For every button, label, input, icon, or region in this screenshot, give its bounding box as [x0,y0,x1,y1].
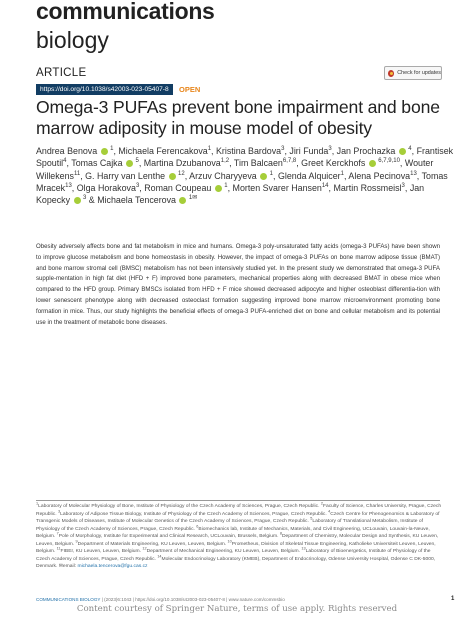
orcid-icon[interactable] [179,197,186,204]
author-name: Jan Prochazka [336,146,396,156]
affiliation-mark: 6 [196,523,199,528]
affiliation-text: Pole of Morphology, Institute for Experimental and Clinical Research, UCLouvain, Brussels, Belgium. [58,534,280,539]
author[interactable] [144,158,229,168]
orcid-icon[interactable] [126,160,133,167]
abstract: Obesity adversely affects bone and fat metabolism in mice and humans. Omega-3 poly-unsaturated fatty acids (omega-3 PUFAs) have been shown to improve glucose metabolism and bone homeostasis in obesity. However, the impact of omega-3 PUFAs on bone marrow adipose tissue (BMAT) and bone marrow stromal cell (BMSC) metabolism has not been intensively studied yet. In the present study we demonstrated that omega-3 PUFA supple-mentation in high fat diet (HFD + F) improved bone parameters, mechanical properties along with decreased BMAT in obese mice when compared to the HFD group. Primary BMSCs isolated from HFD + F mice showed decreased adipocyte and higher osteoblast differentia-tion with lower senescent phenotype along with decreased osteoclast formation suggesting improved bone marrow microenvironment promoting bone formation in mice. Thus, our study highlights the beneficial effects of omega-3 PUFA-enriched diet on bone and cellular metabolism and its potential use in the treatment of metabolic bone diseases. [36,243,440,326]
author-affiliation-mark: 3 [135,182,140,189]
author-name: Olga Horakova [76,182,136,193]
author-name: Tim Balcaen [233,158,283,169]
author[interactable] [36,146,113,156]
affiliation-text: Department of Chemistry, Molecular Design and Synthesis, KU Leuven, Leuven, Belgium. [36,534,439,547]
author-name: Michaela Tencerova [97,195,176,206]
author[interactable] [289,146,331,156]
footer-journal: COMMUNICATIONS BIOLOGY [36,597,101,602]
author[interactable] [233,183,329,193]
affiliation-mark: 13 [301,546,306,551]
author[interactable] [333,183,404,193]
author-name: Tomas Cajka [71,158,123,169]
author-affiliation-mark: 1 [110,146,114,153]
affiliation-mark: 7 [56,531,59,536]
affiliation-text: Czech Centre for Phenogenomics & Laboratory of Transgenic Models of Diseases, Institute of Molecular Genetics of the Czech Academy of Sciences, Prague, Czech Republic. [36,511,440,524]
affiliation-mark: 2 [320,501,323,506]
author-affiliation-mark: 1 [224,182,228,189]
author-affiliation-mark: 14 [321,182,329,189]
affiliation-mark: 11 [56,546,61,551]
author-affiliation-mark: 3 [82,195,87,202]
author[interactable] [216,146,284,156]
author-affiliation-mark: 4 [63,158,67,165]
author-affiliation-mark: 1,2 [220,158,230,165]
page-number: 1 [451,596,455,602]
author-name: Martin Rossmeisl [333,182,402,193]
author-affiliation-mark: 1 [340,170,344,177]
affiliation-mark: 4 [328,508,331,513]
orcid-icon[interactable] [260,173,267,180]
author[interactable] [301,158,400,168]
author-name: Wouter Willekens [36,158,434,181]
author-name: Kristina Bardova [215,146,282,156]
author-affiliation-mark: 13 [410,170,417,177]
footer-details: | (2023)6:1043 | https://doi.org/10.1038/s42003-023-05407-8 | www.nature.com/commsbio [101,597,285,602]
affiliation-mark: 8 [279,531,282,536]
affiliation-text: FIBEr, KU Leuven, Leuven, Belgium. [60,549,143,554]
orcid-icon[interactable] [74,197,81,204]
author-affiliation-mark: 6,7,9,10 [378,158,400,165]
article-type-label: ARTICLE [36,67,87,79]
author[interactable] [337,146,412,156]
affiliations [36,503,442,571]
author-name: Michaela Ferencakova [118,146,208,156]
author-name: Jiri Funda [289,146,329,156]
article-title: Omega-3 PUFAs prevent bone impairment and bone marrow adiposity in mouse model of obesity [36,97,440,138]
corresponding-email-link[interactable]: michaela.tencerova@fgu.cas.cz [77,564,148,569]
affiliation-text: Department of Mechanical Engineering, KU Leuven, Leuven, Belgium. [146,549,302,554]
affiliation-mark: 3 [57,508,61,513]
affiliation-mark: 9 [75,538,78,543]
affiliation-text: Prometheus, Division of Skeletal Tissue Engineering, Katholieke Universiteit Leuven, Leuven, Belgium. [36,541,436,554]
doi-link[interactable]: https://doi.org/10.1038/s42003-023-05407-8 [36,84,173,95]
author[interactable] [348,171,416,181]
email-label: ✉email: [58,564,78,569]
author-name: Jan Kopecky [36,182,425,206]
author[interactable] [144,183,227,193]
author-affiliation-mark: 12 [178,170,185,177]
orcid-icon[interactable] [169,173,176,180]
author-affiliation-mark: 11 [73,170,81,177]
author-name: Frantisek Spoutil [36,146,454,169]
journal-name: communications [36,0,215,24]
orcid-icon[interactable] [399,148,406,155]
affiliations-divider [36,500,440,501]
author-affiliation-mark: 3 [401,182,405,189]
open-access-label: OPEN [179,85,201,94]
affiliation-text: Laboratory of Bioenergetics, Institute of Physiology of the Czech Academy of Sciences, Prague, Czech Republic. [36,549,431,562]
author-affiliation-mark: 1✉ [188,195,198,202]
author[interactable] [97,195,197,205]
affiliation-text: Biomechanics lab, Institute of Mechanics, Materials, and Civil Engineering, UCLouvain, Louvain-la-Neuve, Belgium. [36,526,430,539]
affiliation-text: Faculty of Science, Charles University, Prague, Czech Republic. [36,504,442,517]
author[interactable] [77,183,140,193]
affiliation-mark: 1 [36,501,39,506]
orcid-icon[interactable] [101,148,108,155]
author-affiliation-mark: 1 [269,170,274,177]
journal-name-second-line: biology [36,27,109,53]
author[interactable] [278,171,344,181]
check-for-updates-label: Check for updates [397,70,441,76]
affiliation-mark: 10 [227,538,232,543]
affiliation-text: Department of Materials Engineering, KU Leuven, Leuven, Belgium. [77,541,228,547]
affiliation-mark: 14 [157,553,162,558]
author-name: Martina Dzubanova [143,158,221,169]
author-affiliation-mark: 3 [328,146,332,153]
author[interactable] [118,146,211,156]
author[interactable] [189,171,273,181]
author-affiliation-mark: 5 [135,158,139,165]
author-affiliation-mark: 6,7,8 [282,158,297,165]
author-list: Andrea Benova $^1$, Michaela Ferencakova$^1$, Kristina Bardova$^3$, Jiri Funda$^3$, Jan Prochazka $^4$, Frantisek Spoutil$^4$, Tomas Cajka $^5$, Martina Dzubanova$^{1,2}$, Tim Balcaen$^{6,7,8}$, Greet Kerckhofs $^{6,7,9,10}$, Wouter Willekens$^{11}$, G. Harry van Lenthe $^{12}$, Arzuv Charyyeva $^1$, Glenda Alquicer$^1$, Alena Pecinova$^{13}$, Tomas Mracek$^{13}$, Olga Horakova$^3$, Roman Coupeau $^1$, Morten Svarer Hansen$^{14}$, Martin Rossmeisl$^3$, Jan Kopecky $^3$ & Michaela Tencerova $^{1✉}$ [36,146,454,206]
footer-citation [36,597,285,602]
author-name: Greet Kerckhofs [301,158,366,169]
author[interactable] [85,171,185,181]
author-name: Roman Coupeau [144,182,212,193]
check-updates-icon [388,70,394,77]
orcid-icon[interactable] [215,185,222,192]
affiliation-text: Laboratory of Translational Metabolism, Institute of Physiology of the Czech Academy of Sciences, Prague, Czech Republic. [36,519,423,532]
author-name: Glenda Alquicer [277,170,341,181]
author[interactable] [234,158,296,168]
author-affiliation-mark: 4 [408,146,412,153]
affiliation-mark: 12 [142,546,147,551]
author-name: Tomas Mracek [36,170,448,193]
affiliation-text: Molecular Endocrinology Laboratory (KMEB), Department of Endocrinology, Odense University Hospital, Odense C DK-5000, Denmark. [36,556,436,569]
author-affiliation-mark: 13 [65,182,72,189]
author-name: Andrea Benova [36,146,98,156]
author[interactable] [71,158,139,168]
author-name: Morten Svarer Hansen [232,182,322,193]
author-affiliation-mark: 3 [281,146,285,153]
author-name: Arzuv Charyyeva [189,170,257,181]
orcid-icon[interactable] [369,160,376,167]
author-name: Alena Pecinova [348,170,411,181]
affiliation-text: Laboratory of Adipose Tissue Biology, Institute of Physiology of the Czech Academy of Sciences, Prague, Czech Republic. [60,511,329,517]
affiliation-text: Laboratory of Molecular Physiology of Bone, Institute of Physiology of the Czech Academy of Sciences, Prague, Czech Republic. [38,504,321,509]
check-for-updates-button[interactable] [384,66,442,80]
affiliation-mark: 5 [310,516,313,521]
author-affiliation-mark: 1 [207,146,212,153]
author-name: G. Harry van Lenthe [85,170,166,181]
courtesy-notice: Content courtesy of Springer Nature, terms of use apply. Rights reserved [76,604,398,614]
